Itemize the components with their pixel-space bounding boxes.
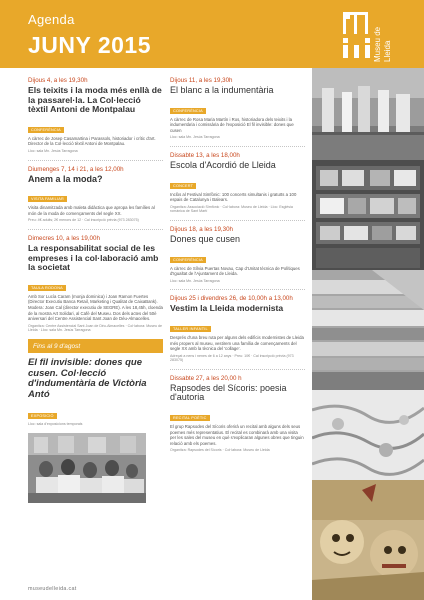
event-date: Dijous 25 i divendres 26, de 10,00h a 13,00h xyxy=(170,295,293,303)
event-meta: Organitza: Rapsodes del Sícoris · Col·labora: Museu de Lleida xyxy=(170,448,270,453)
featured-header: Fins al 9 d'agost xyxy=(28,340,163,353)
event-meta: Organitza: Associació Simfònic · Col·labora: Museu de Lleida · Lloc: Església romànica de Sant Martí xyxy=(170,204,293,214)
exhibition-hall-photo xyxy=(312,68,424,160)
event-tag: TAULA RODONA xyxy=(28,285,66,291)
divider xyxy=(28,160,163,161)
month-title: JUNY 2015 xyxy=(28,32,151,58)
divider xyxy=(170,220,305,221)
divider xyxy=(28,229,163,230)
event-title: Anem a la moda? xyxy=(28,173,103,184)
event-date: Dijous 4, a les 19,30h xyxy=(28,77,88,84)
event-description: A càrrec de Josep Casamartina i Parassols, historiador i crític d'art. Director de la Col·lecció tèxtil Antoni de Montpalau. xyxy=(28,135,156,147)
event-tag: CONFERÈNCIA xyxy=(28,127,64,133)
fabric-stack-photo xyxy=(312,270,424,390)
sewing-room-photo xyxy=(28,433,146,503)
event-description: El grup Rapsodes del Sícoris oferirà un recital amb alguns dels seus poemes més representatius. El recital es combinarà amb una visita per les sales del museu en què s'explicaran algunes obres que tinguin relació amb els poemes. xyxy=(170,424,304,446)
event-meta: Organitza: Centre Assistencial Sant Joan de Déu-Almacelles · Col·labora: Museu de Lleida · Lloc: sala Mn. Jesús Tarragona xyxy=(28,323,163,333)
event-tag: TALLER INFANTIL xyxy=(170,326,211,332)
museum-logo xyxy=(343,12,415,60)
event-item xyxy=(170,295,305,363)
event-date: Dijous 11, a les 19,30h xyxy=(170,77,233,84)
divider xyxy=(170,146,305,147)
event-meta: Lloc: sala Mn. Jesús Tarragona xyxy=(28,148,78,153)
museum-logo-text: Museu de Lleida xyxy=(373,26,392,62)
featured-exhibition xyxy=(28,339,163,503)
event-tag: VISITA FAMILIAR xyxy=(28,196,67,202)
event-date: Dissabte 27, a les 20,00 h xyxy=(170,374,242,382)
featured-tag: EXPOSICIÓ xyxy=(28,413,57,419)
event-item xyxy=(28,77,163,154)
right-column xyxy=(170,77,305,587)
event-item xyxy=(170,77,305,140)
event-item xyxy=(28,166,163,223)
event-item xyxy=(170,226,305,283)
left-column xyxy=(28,77,163,587)
event-meta: Lloc: sala Mn. Jesús Tarragona xyxy=(170,135,220,140)
event-tag: CONFERÈNCIA xyxy=(170,257,206,263)
event-date: Dissabte 13, a les 18,00h xyxy=(170,151,240,159)
event-title: Els teixits i la moda més enllà de la passarel·la. La Col·lecció tèxtil Antoni de Montpalau xyxy=(28,85,162,115)
header-band xyxy=(0,0,424,68)
event-description: Visita dinamitzada amb maleta didàctica que apropa les famílies al món de la moda de començaments del segle XX. xyxy=(28,205,155,216)
event-title: Vestim la Lleida modernista xyxy=(170,303,284,314)
divider xyxy=(170,289,305,290)
event-date: Dijous 18, a les 19,30h xyxy=(170,225,233,233)
featured-meta: Lloc: sala d'exposicions temporals xyxy=(28,422,83,427)
museum-logo-mark-icon xyxy=(343,12,373,58)
event-date: Dimecres 10, a les 19,00h xyxy=(28,234,100,242)
event-description: Després d'una breu ruta per alguns dels edificis modernistes de Lleida més propers al museu, vestirem una família de començaments del segle XX amb la tècnica del 'collage'. xyxy=(170,334,304,352)
event-title: Rapsodes del Sícoris: poesia d'autoria xyxy=(170,382,287,403)
event-title: La responsabilitat social de les empreses i la col·laboració amb la societat xyxy=(28,242,159,273)
event-date: Diumenges 7, 14 i 21, a les 12,00h xyxy=(28,165,124,173)
event-title: Escola d'Acordió de Lleida xyxy=(170,159,276,170)
illustration-photo xyxy=(312,480,424,600)
event-item xyxy=(170,152,305,214)
event-title: El blanc a la indumentària xyxy=(170,85,274,95)
event-tag: CONFERÈNCIA xyxy=(170,108,206,114)
featured-title: El fil invisible: dones que cusen. Col·lecció d'indumentària de Victòria Antó xyxy=(28,356,147,401)
event-description: Inclòs al Festival Simfònic: 100 concerts simultanis i gratuïts a 100 espais de Catalunya i Balears. xyxy=(170,191,297,203)
event-tag: CONCERT xyxy=(170,183,196,189)
event-description: Amb Sor Lucía Caram (monja dominica) i Joan Ramon Fuertes (Director Executiu Banca Retail, Marketing i Qualitat de CaixaBank). Modera: Joan Cal (director executiu de SEGRE). A les 18,45h, cloenda de la mostra Art Solidari, al Cafè del Museu. Dos dels actes del 50è aniversari del Centre Assistencial Sant Joan de Déu-Almacelles. xyxy=(28,293,163,322)
embroidery-photo xyxy=(312,390,424,480)
event-description: A càrrec de Sílvia Puertas Novau, Cap d'Unitat tècnica de Polítiques d'Igualtat de l'Ajuntament de Lleida. xyxy=(170,265,300,277)
footer-url[interactable]: museudelleida.cat xyxy=(28,586,77,592)
event-meta: Adreçat a nens i nenes de 6 a 12 anys · Preu: 10€ · Cal inscripció prèvia (973 283075) xyxy=(170,353,294,363)
event-title: Dones que cusen xyxy=(170,233,241,244)
fabric-shelves-photo xyxy=(312,160,424,270)
divider xyxy=(170,369,305,370)
event-item xyxy=(28,235,163,333)
agenda-label: Agenda xyxy=(28,12,75,27)
event-description: A càrrec de Rosa Maria Martín i Ros, historiadora dels teixits i la indumentària i comissària de l'exposició El fil invisible: dones que cusen xyxy=(170,116,294,133)
event-tag: RECITAL POÈTIC xyxy=(170,415,210,421)
event-meta: Lloc: sala Mn. Jesús Tarragona xyxy=(170,278,220,283)
event-item xyxy=(170,375,305,453)
event-meta: Preu: 4€ adults; 2€ menors de 12 · Cal inscripció prèvia (973 283075) xyxy=(28,218,139,223)
photo-strip xyxy=(312,68,424,600)
